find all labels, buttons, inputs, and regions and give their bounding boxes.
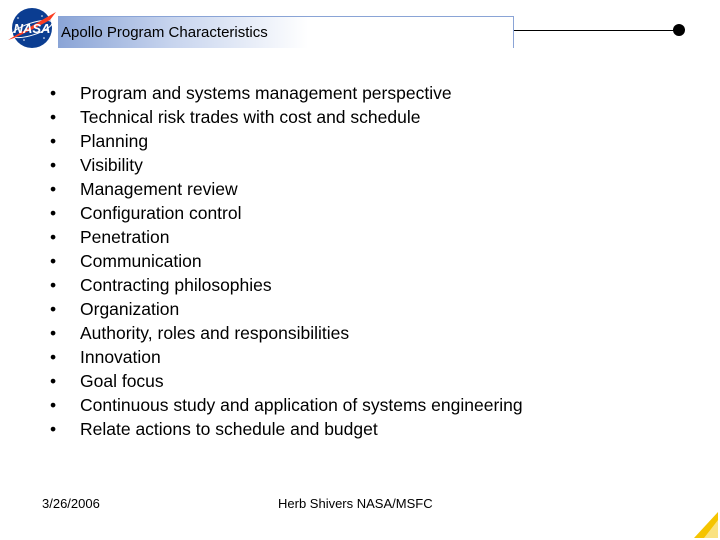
bullet-icon: •	[50, 107, 57, 127]
bullet-text: Organization	[80, 299, 180, 319]
nasa-logo	[4, 6, 60, 50]
bullet-text: Authority, roles and responsibilities	[80, 323, 350, 343]
slide-title: Apollo Program Characteristics	[61, 24, 268, 41]
bullet-icon: •	[50, 83, 57, 103]
bullet-icon: •	[50, 275, 57, 295]
bullet-text: Planning	[80, 131, 149, 151]
bullet-icon: •	[50, 131, 57, 151]
footer-author: Herb Shivers NASA/MSFC	[278, 496, 433, 511]
corner-decoration-icon	[694, 512, 718, 538]
bullet-icon: •	[50, 179, 57, 199]
footer-date: 3/26/2006	[42, 496, 100, 511]
bullet-icon: •	[50, 395, 57, 415]
logo-lettering: NASA	[13, 21, 51, 36]
bullet-text: Management review	[80, 179, 238, 199]
bullet-icon: •	[50, 323, 57, 343]
bullet-text: Goal focus	[80, 371, 164, 391]
bullet-text: Innovation	[80, 347, 161, 367]
title-rule-dot	[673, 24, 685, 36]
bullet-text: Program and systems management perspective	[80, 83, 452, 103]
bullet-text: Configuration control	[80, 203, 242, 223]
bullet-text: Visibility	[80, 155, 143, 175]
bullet-text: Penetration	[80, 227, 170, 247]
bullet-text: Relate actions to schedule and budget	[80, 419, 378, 439]
bullet-icon: •	[50, 251, 57, 271]
bullet-icon: •	[50, 347, 57, 367]
bullet-icon: •	[50, 419, 57, 439]
title-rule	[514, 30, 679, 31]
bullet-text: Contracting philosophies	[80, 275, 272, 295]
bullet-icon: •	[50, 227, 57, 247]
bullet-icon: •	[50, 203, 57, 223]
bullet-text: Technical risk trades with cost and schedule	[80, 107, 421, 127]
bullet-text: Continuous study and application of systems engineering	[80, 395, 523, 415]
bullet-icon: •	[50, 155, 57, 175]
bullet-icon: •	[50, 371, 57, 391]
bullet-icon: •	[50, 299, 57, 319]
bullet-text: Communication	[80, 251, 202, 271]
